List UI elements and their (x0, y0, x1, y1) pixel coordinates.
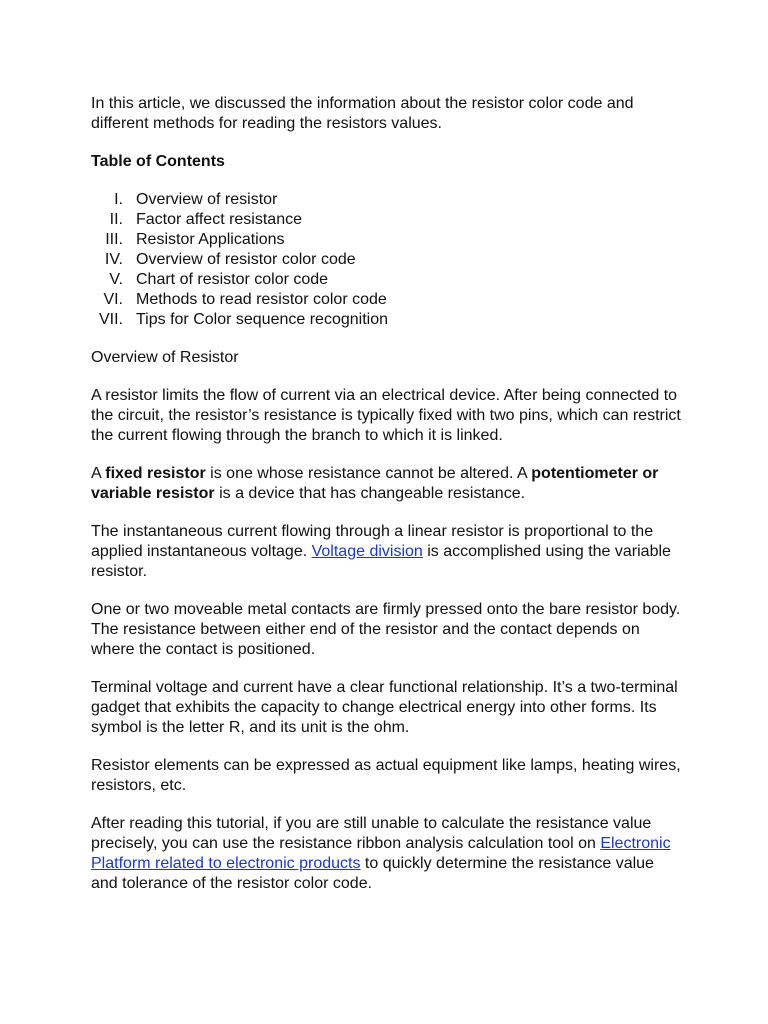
toc-item-text: Tips for Color sequence recognition (136, 311, 388, 328)
toc-item-number: VI. (103, 291, 123, 308)
toc-item-number: II. (109, 211, 123, 228)
toc-item (91, 190, 681, 210)
toc-item-number: V. (109, 271, 123, 288)
toc-item-text: Chart of resistor color code (136, 271, 329, 288)
toc-item-number: IV. (104, 251, 123, 268)
table-of-contents (91, 190, 681, 330)
paragraph-moveable-contacts: One or two moveable metal contacts are firmly pressed onto the bare resistor body. The resistance between either end of the resistor and the contact depends on where the contact is positioned. (91, 601, 681, 658)
text-run: The instantaneous current flowing through a linear resistor is proportional to the applied instantaneous voltage. (91, 523, 654, 560)
toc-item (91, 290, 681, 310)
toc-item (91, 230, 681, 250)
paragraph-resistor-types (91, 464, 681, 504)
toc-item (91, 250, 681, 270)
article-body (91, 94, 681, 912)
potentiometer-term: potentiometer or variable resistor (91, 465, 659, 502)
paragraph-calculation-tool (91, 814, 681, 894)
electronic-platform-link[interactable]: Electronic Platform related to electronic products (91, 835, 671, 872)
paragraph-resistor-elements: Resistor elements can be expressed as actual equipment like lamps, heating wires, resistors, etc. (91, 757, 681, 794)
intro-paragraph: In this article, we discussed the information about the resistor color code and different methods for reading the resistors values. (91, 95, 634, 132)
toc-item (91, 310, 681, 330)
text-run: A (91, 465, 106, 482)
text-run: to quickly determine the resistance value and tolerance of the resistor color code. (91, 855, 654, 892)
paragraph-instantaneous-current (91, 522, 681, 582)
text-run: is accomplished using the variable resistor. (91, 543, 671, 580)
toc-item-text: Overview of resistor (136, 191, 278, 208)
toc-item-text: Overview of resistor color code (136, 251, 356, 268)
paragraph-resistor-definition: A resistor limits the flow of current via an electrical device. After being connected to the circuit, the resistor’s resistance is typically fixed with two pins, which can restrict the current flowing through the branch to which it is linked. (91, 387, 681, 444)
toc-title: Table of Contents (91, 153, 225, 170)
toc-item-number: I. (114, 191, 123, 208)
voltage-division-link[interactable]: Voltage division (311, 543, 423, 560)
text-run: is a device that has changeable resistance. (214, 485, 526, 502)
toc-item-text: Methods to read resistor color code (136, 291, 387, 308)
toc-item-text: Factor affect resistance (136, 211, 302, 228)
paragraph-terminal-voltage: Terminal voltage and current have a clear functional relationship. It’s a two-terminal gadget that exhibits the capacity to change electrical energy into other forms. Its symbol is the letter R, and its unit is the ohm. (91, 679, 678, 736)
toc-item (91, 270, 681, 290)
section-heading: Overview of Resistor (91, 349, 239, 366)
toc-item-text: Resistor Applications (136, 231, 285, 248)
fixed-resistor-term: fixed resistor (105, 465, 206, 482)
toc-item-number: VII. (98, 311, 123, 328)
text-run: After reading this tutorial, if you are still unable to calculate the resistance value precisely, you can use the resistance ribbon analysis calculation tool on (91, 815, 652, 852)
text-run: is one whose resistance cannot be altered. A (205, 465, 532, 482)
toc-item-number: III. (105, 231, 123, 248)
toc-item (91, 210, 681, 230)
